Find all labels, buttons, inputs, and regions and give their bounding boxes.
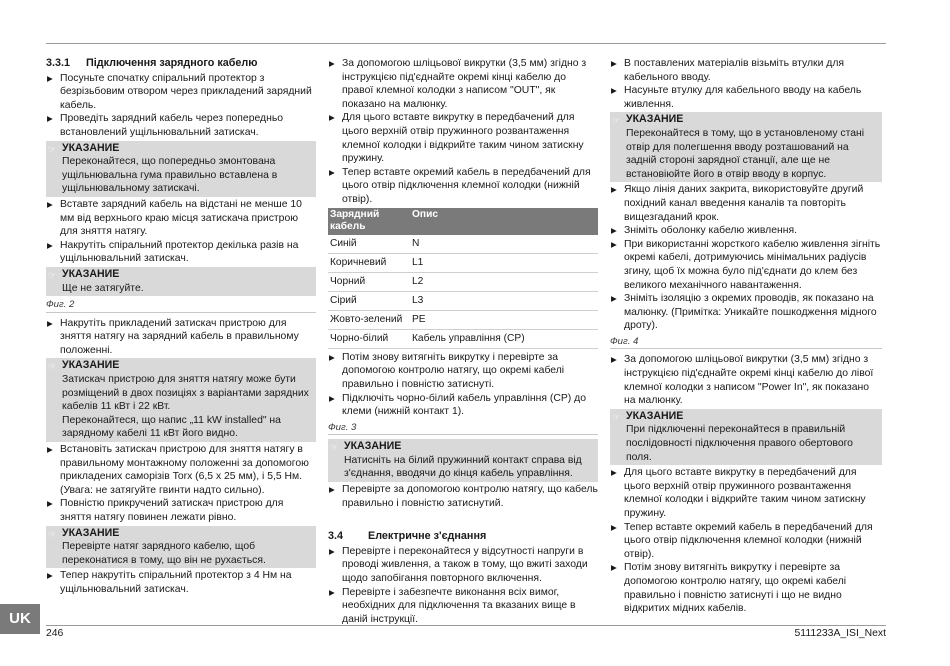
bullet-list bbox=[328, 351, 598, 419]
column-1 bbox=[46, 57, 316, 597]
figure-caption: Фиг. 2 bbox=[46, 298, 316, 313]
bottom-rule bbox=[46, 625, 886, 626]
bullet-item: ▶ Вставте зарядний кабель на відстані не менше 10 мм від верхнього краю місця затискача пристрою для зняття натягу. bbox=[46, 198, 316, 239]
document-code: 5111233A_ISI_Next bbox=[794, 628, 886, 639]
hand-pointer-icon: ☞ bbox=[612, 411, 621, 422]
section-heading-3-4 bbox=[328, 530, 598, 544]
bullet-item: ▶ Насуньте втулку для кабельного вводу на кабель живлення. bbox=[610, 84, 882, 111]
table-cell: Коричневий bbox=[328, 253, 410, 272]
note-text: Натисніть на білий пружинний контакт справа від з'єднання, вводячи до кінця кабель управління. bbox=[344, 454, 582, 480]
bullet-item: ▶ Тепер вставте окремий кабель в передбачений для цього отвір підключення клемної колодки (нижній отвір). bbox=[328, 166, 598, 207]
note-box bbox=[610, 409, 882, 465]
figure-caption: Фиг. 3 bbox=[328, 421, 598, 436]
note-text: Ще не затягуйте. bbox=[62, 282, 144, 294]
bullet-item: ▶ В поставлених матеріалів візьміть втулки для кабельного вводу. bbox=[610, 57, 882, 84]
section-heading-3-3-1 bbox=[46, 57, 316, 71]
section-number: 3.4 bbox=[328, 530, 344, 543]
note-box bbox=[46, 141, 316, 197]
bullet-item: ▶ Перевірте і забезпечте виконання всіх вимог, необхідних для підключення та вказаних вище в даній інструкції. bbox=[328, 586, 598, 627]
note-text: Переконайтеся, що попередньо змонтована ущільнювальна гума правильно вставлена в ущільнювальному затискачі. bbox=[62, 156, 278, 195]
note-box bbox=[46, 526, 316, 569]
bullet-item: ▶ Накрутіть спіральний протектор декілька разів на ущільнювальний затискач. bbox=[46, 239, 316, 266]
bullet-item: ▶ За допомогою шліцьової викрутки (3,5 мм) згідно з інструкцією під'єднайте окремі кінці кабелю до лівої клемної колодки з написом "Power In", як показано на малюнку. bbox=[610, 353, 882, 407]
table-row bbox=[328, 253, 598, 272]
bullet-item: ▶ Якщо лінія даних закрита, використовуйте другий похідний канал введення каналів та повторіть вищезгаданий крок. bbox=[610, 183, 882, 224]
bullet-item: ▶ Для цього вставте викрутку в передбачений для цього верхній отвір пружинного розвантаження клемної колодки і відкрийте таким чином затискну пружину. bbox=[328, 111, 598, 165]
bullet-list bbox=[328, 545, 598, 627]
column-2 bbox=[328, 57, 598, 626]
table-cell: Жовто-зелений bbox=[328, 310, 410, 329]
bullet-list bbox=[610, 57, 882, 111]
table-cell: N bbox=[410, 235, 598, 254]
bullet-item: ▶ Перевірте за допомогою контролю натягу, що кабель правильно і повністю затиснутий. bbox=[328, 483, 598, 510]
bullet-item: ▶ Для цього вставте викрутку в передбачений для цього верхній отвір пружинного розвантаження клемної колодки і відкрийте таким чином затискну пружину. bbox=[610, 466, 882, 520]
note-text: Переконайтеся в тому, що в установленому стані отвір для полегшення вводу розташований на задній стороні зарядної станції, але ще не встановіюйте його в отвір вводу в корпус. bbox=[626, 127, 865, 180]
language-badge: UK bbox=[0, 604, 40, 634]
table-cell: L1 bbox=[410, 253, 598, 272]
note-heading: УКАЗАНИЕ bbox=[344, 440, 402, 453]
note-box bbox=[46, 267, 316, 296]
table-cell: Чорно-білий bbox=[328, 329, 410, 348]
bullet-item: ▶ Посуньте спочатку спіральний протектор з безрізьбовим отвором через прикладений зарядний кабель. bbox=[46, 72, 316, 113]
note-heading: УКАЗАНИЕ bbox=[62, 267, 120, 280]
table-row bbox=[328, 310, 598, 329]
bullet-item: ▶ Встановіть затискач пристрою для зняття натягу в правильному монтажному положенні за допомогою прикладених саморізів Torx (6,5 x 25 мм), і 5,5 Нм. (Увага: не затягуйте гвинти надто сильно). bbox=[46, 443, 316, 497]
column-3 bbox=[610, 57, 882, 616]
note-heading: УКАЗАНИЕ bbox=[626, 113, 684, 126]
note-heading: УКАЗАНИЕ bbox=[62, 141, 120, 154]
table-row bbox=[328, 291, 598, 310]
note-text: Затискач пристрою для зняття натягу може бути розміщений в двох позиціях з варіантами зарядних кабелів 11 кВт і 22 кВт. bbox=[62, 374, 309, 413]
table-row bbox=[328, 272, 598, 291]
bullet-item: ▶ Зніміть оболонку кабелю живлення. bbox=[610, 224, 882, 238]
table-row bbox=[328, 235, 598, 254]
bullet-list bbox=[46, 317, 316, 358]
column-header: Зарядний кабель bbox=[328, 208, 410, 235]
bullet-item: ▶ Перевірте і переконайтеся у відсутності напруги в проводі живлення, а також в тому, що вжиті заходи щодо запобігання повторного включення. bbox=[328, 545, 598, 586]
note-box bbox=[610, 112, 882, 182]
note-heading: УКАЗАНИЕ bbox=[62, 359, 120, 372]
bullet-list bbox=[610, 466, 882, 616]
table-cell: Синій bbox=[328, 235, 410, 254]
note-box bbox=[328, 439, 598, 482]
section-title: Підключення зарядного кабелю bbox=[86, 57, 258, 69]
hand-pointer-icon: ☞ bbox=[48, 528, 57, 539]
bullet-list bbox=[610, 183, 882, 333]
bullet-item: ▶ Повністю прикручений затискач пристрою для зняття натягу повинен лежати рівно. bbox=[46, 497, 316, 524]
bullet-item: ▶ За допомогою шліцьової викрутки (3,5 мм) згідно з інструкцією під'єднайте окремі кінці кабелю до правої клемної колодки з написом "OUT", як показано на малюнку. bbox=[328, 57, 598, 111]
bullet-item: ▶ Тепер вставте окремий кабель в передбачений для цього отвір підключення клемної колодки (нижній отвір). bbox=[610, 521, 882, 562]
bullet-list bbox=[328, 57, 598, 207]
section-number: 3.3.1 bbox=[46, 57, 71, 69]
bullet-item: ▶ Потім знову витягніть викрутку і перевірте за допомогою контролю натягу, що окремі кабелі правильно і повністю затиснуті і що не видно відкритих мідних кабелів. bbox=[610, 561, 882, 615]
bullet-list bbox=[46, 569, 316, 596]
note-box bbox=[46, 358, 316, 442]
table-cell: L2 bbox=[410, 272, 598, 291]
note-heading: УКАЗАНИЕ bbox=[626, 409, 684, 422]
bullet-list bbox=[46, 443, 316, 525]
bullet-list bbox=[328, 483, 598, 510]
section-title: Електричне з'єднання bbox=[368, 530, 487, 543]
hand-pointer-icon: ☞ bbox=[48, 361, 57, 372]
bullet-item: ▶ Проведіть зарядний кабель через попередньо встановлений ущільнювальний затискач. bbox=[46, 112, 316, 139]
table-cell: Кабель управління (CP) bbox=[410, 329, 598, 348]
bullet-list bbox=[46, 198, 316, 266]
note-text: Перевірте натяг зарядного кабелю, щоб переконатися в тому, що він не рухається. bbox=[62, 541, 266, 566]
bullet-item: ▶ Зніміть ізоляцію з окремих проводів, як показано на малюнку. (Примітка: Уникайте пошкодження мідного дроту). bbox=[610, 292, 882, 333]
wire-color-table bbox=[328, 208, 598, 349]
note-text: При підключенні переконайтеся в правильній послідовності підключення правого обертового поля. bbox=[626, 424, 853, 463]
bullet-item: ▶ Потім знову витягніть викрутку і перевірте за допомогою контролю натягу, що окремі кабелі правильно і повністю затиснуті. bbox=[328, 351, 598, 392]
hand-pointer-icon: ☞ bbox=[48, 143, 57, 154]
table-cell: L3 bbox=[410, 291, 598, 310]
hand-pointer-icon: ☞ bbox=[48, 269, 57, 280]
page-number: 246 bbox=[46, 628, 64, 639]
bullet-item: ▶ При використанні жорсткого кабелю живлення зігніть окремі кабелі, дотримуючись мінімальних радіусів згину, щоб їх можна було під'єднати до клем без великого механічного навантаження. bbox=[610, 238, 882, 292]
table-cell: Сірий bbox=[328, 291, 410, 310]
hand-pointer-icon: ☞ bbox=[330, 442, 339, 453]
bullet-list bbox=[46, 72, 316, 140]
bullet-item: ▶ Накрутіть прикладений затискач пристрою для зняття натягу на зарядний кабель в правильному положенні. bbox=[46, 317, 316, 358]
bullet-item: ▶ Тепер накрутіть спіральний протектор з 4 Нм на ущільнювальний затискач. bbox=[46, 569, 316, 596]
note-heading: УКАЗАНИЕ bbox=[62, 526, 120, 539]
table-row bbox=[328, 329, 598, 348]
top-rule bbox=[46, 43, 886, 44]
bullet-item: ▶ Підключіть чорно-білий кабель управління (CP) до клеми (нижній контакт 1). bbox=[328, 392, 598, 419]
note-text: Переконайтеся, що напис „11 kW installed" на зарядному кабелі 11 кВт його видно. bbox=[62, 414, 281, 440]
table-header-row bbox=[328, 208, 598, 235]
figure-caption: Фиг. 4 bbox=[610, 335, 882, 350]
table-cell: Чорний bbox=[328, 272, 410, 291]
table-cell: PE bbox=[410, 310, 598, 329]
hand-pointer-icon: ☞ bbox=[612, 115, 621, 126]
column-header: Опис bbox=[410, 208, 598, 235]
bullet-list bbox=[610, 353, 882, 407]
